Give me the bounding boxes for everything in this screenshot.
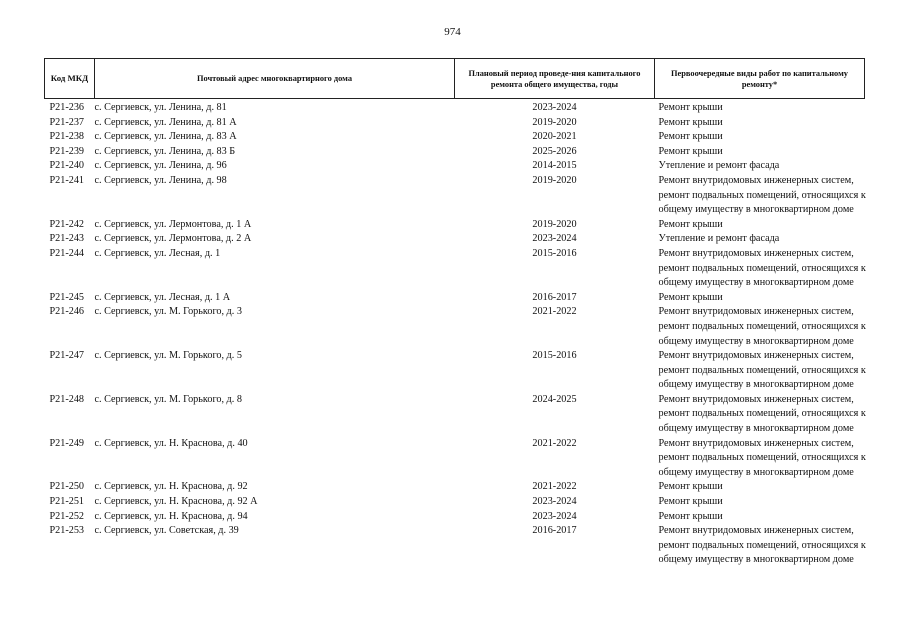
cell-code: Р21-249 [49,437,85,449]
works-line: Ремонт внутридомовых инженерных систем, [658,247,854,259]
cell-address: с. Сергиевск, ул. М. Горького, д. 3 [94,306,242,318]
works-line: общему имуществу в многоквартирном доме [658,204,854,216]
table-row [45,495,865,510]
cell-code: Р21-240 [49,160,85,172]
cell-period: 2023-2024 [532,510,577,522]
cell-code: Р21-247 [49,350,85,362]
cell-address: с. Сергиевск, ул. Лесная, д. 1 [94,247,221,259]
cell-address: с. Сергиевск, ул. Советская, д. 39 [94,525,239,537]
works-line: ремонт подвальных помещений, относящихся к [658,320,866,332]
cell-address: с. Сергиевск, ул. Лермонтова, д. 2 А [94,233,252,245]
housing-repair-table [44,58,865,568]
works-line: общему имуществу в многоквартирном доме [658,466,854,478]
cell-period: 2021-2022 [532,481,577,493]
works-line: Ремонт внутридомовых инженерных систем, [658,393,854,405]
page-number: 974 [444,26,461,38]
cell-works [655,130,865,145]
cell-works [655,174,865,218]
works-line: Ремонт крыши [658,218,723,230]
table-body [45,99,865,569]
table-row [45,480,865,495]
works-line: Ремонт внутридомовых инженерных систем, [658,350,854,362]
works-line: Ремонт крыши [658,481,723,493]
cell-works [655,218,865,233]
cell-address: с. Сергиевск, ул. Ленина, д. 83 Б [94,145,236,157]
works-line: Ремонт внутридомовых инженерных систем, [658,437,854,449]
header-works: Первоочередные виды работ по капитальному ремонту* [655,59,865,99]
cell-works [655,116,865,131]
cell-address: с. Сергиевск, ул. Ленина, д. 83 А [94,131,237,143]
table-row [45,174,865,218]
cell-period: 2014-2015 [532,160,577,172]
cell-address: с. Сергиевск, ул. Н. Краснова, д. 92 А [94,496,258,508]
cell-code: Р21-238 [49,131,85,143]
cell-address: с. Сергиевск, ул. М. Горького, д. 5 [94,350,242,362]
works-line: Ремонт крыши [658,116,723,128]
cell-period: 2016-2017 [532,291,577,303]
works-line: Ремонт крыши [658,145,723,157]
works-line: Ремонт крыши [658,510,723,522]
cell-period: 2019-2020 [532,174,577,186]
works-line: Ремонт крыши [658,131,723,143]
cell-works [655,99,865,116]
cell-address: с. Сергиевск, ул. Н. Краснова, д. 92 [94,481,248,493]
cell-address: с. Сергиевск, ул. Ленина, д. 81 А [94,116,237,128]
cell-works [655,247,865,291]
cell-code: Р21-243 [49,233,85,245]
cell-period: 2025-2026 [532,145,577,157]
table-row [45,437,865,481]
cell-period: 2021-2022 [532,306,577,318]
table-header [45,59,865,99]
cell-code: Р21-248 [49,393,85,405]
cell-address: с. Сергиевск, ул. Лесная, д. 1 А [94,291,231,303]
table-row [45,291,865,306]
cell-code: Р21-253 [49,525,85,537]
cell-works [655,159,865,174]
cell-period: 2023-2024 [532,496,577,508]
cell-works [655,524,865,568]
table-row [45,510,865,525]
works-line: Утепление и ремонт фасада [658,233,780,245]
cell-works [655,510,865,525]
works-line: Ремонт крыши [658,102,723,113]
works-line: Ремонт крыши [658,291,723,303]
cell-code: Р21-239 [49,145,85,157]
cell-works [655,305,865,349]
cell-works [655,437,865,481]
cell-code: Р21-241 [49,174,85,186]
cell-code: Р21-236 [49,102,85,113]
cell-works [655,393,865,437]
cell-code: Р21-251 [49,496,85,508]
table-row [45,99,865,116]
cell-works [655,349,865,393]
cell-period: 2016-2017 [532,525,577,537]
table-row [45,159,865,174]
works-line: ремонт подвальных помещений, относящихся к [658,408,866,420]
works-line: общему имуществу в многоквартирном доме [658,277,854,289]
cell-address: с. Сергиевск, ул. Ленина, д. 96 [94,160,227,172]
header-address: Почтовый адрес многоквартирного дома [95,59,455,99]
table-row [45,305,865,349]
cell-period: 2015-2016 [532,350,577,362]
header-period: Плановый период проведе-ния капитального ремонта общего имущества, годы [455,59,655,99]
cell-works [655,495,865,510]
table-row [45,116,865,131]
works-line: ремонт подвальных помещений, относящихся к [658,364,866,376]
cell-address: с. Сергиевск, ул. Н. Краснова, д. 94 [94,510,248,522]
cell-code: Р21-245 [49,291,85,303]
cell-code: Р21-252 [49,510,85,522]
works-line: ремонт подвальных помещений, относящихся к [658,189,866,201]
cell-period: 2024-2025 [532,393,577,405]
works-line: ремонт подвальных помещений, относящихся к [658,539,866,551]
header-row [45,59,865,99]
header-code: Код МКД [45,59,95,99]
works-line: Утепление и ремонт фасада [658,160,780,172]
works-line: Ремонт внутридомовых инженерных систем, [658,306,854,318]
cell-works [655,291,865,306]
cell-code: Р21-242 [49,218,85,230]
works-line: общему имуществу в многоквартирном доме [658,554,854,566]
table-row [45,218,865,233]
cell-period: 2023-2024 [532,233,577,245]
cell-code: Р21-244 [49,247,85,259]
cell-code: Р21-246 [49,306,85,318]
cell-address: с. Сергиевск, ул. Ленина, д. 81 [94,102,227,113]
cell-period: 2021-2022 [532,437,577,449]
works-line: Ремонт внутридомовых инженерных систем, [658,525,854,537]
table-row [45,247,865,291]
cell-works [655,480,865,495]
works-line: общему имуществу в многоквартирном доме [658,379,854,391]
cell-period: 2019-2020 [532,116,577,128]
table-row [45,232,865,247]
cell-works [655,232,865,247]
works-line: Ремонт крыши [658,496,723,508]
cell-address: с. Сергиевск, ул. Лермонтова, д. 1 А [94,218,252,230]
works-line: Ремонт внутридомовых инженерных систем, [658,174,854,186]
cell-works [655,145,865,160]
cell-address: с. Сергиевск, ул. М. Горького, д. 8 [94,393,242,405]
table-row [45,524,865,568]
cell-address: с. Сергиевск, ул. Н. Краснова, д. 40 [94,437,248,449]
table-row [45,145,865,160]
cell-code: Р21-237 [49,116,85,128]
cell-address: с. Сергиевск, ул. Ленина, д. 98 [94,174,227,186]
works-line: ремонт подвальных помещений, относящихся к [658,452,866,464]
works-line: общему имуществу в многоквартирном доме [658,335,854,347]
works-line: общему имуществу в многоквартирном доме [658,423,854,435]
cell-period: 2019-2020 [532,218,577,230]
table-row [45,130,865,145]
cell-code: Р21-250 [49,481,85,493]
table-row [45,349,865,393]
cell-period: 2020-2021 [532,131,577,143]
cell-period: 2023-2024 [532,102,577,113]
table-row [45,393,865,437]
works-line: ремонт подвальных помещений, относящихся к [658,262,866,274]
cell-period: 2015-2016 [532,247,577,259]
